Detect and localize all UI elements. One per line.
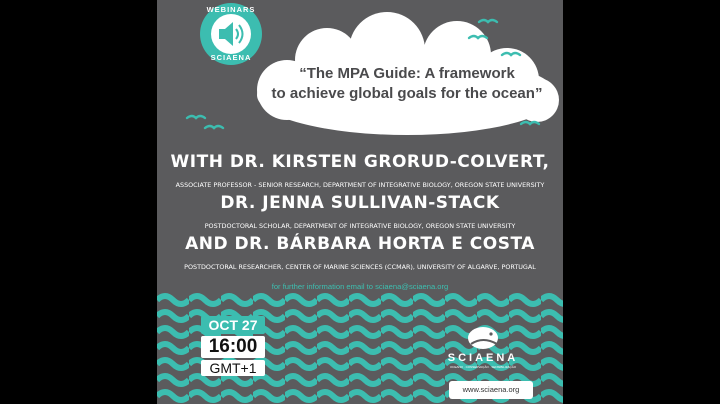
fish-logo-icon (465, 324, 501, 352)
event-datetime (201, 316, 265, 376)
logo-tagline: OCEANO · CONSERVAÇÃO · SENSIBILIZAÇÃO (449, 365, 517, 369)
event-date: OCT 27 (201, 316, 265, 334)
logo-name: SCIAENA (447, 352, 519, 364)
webinar-poster (157, 0, 563, 404)
title-line-1: “The MPA Guide: A framework (299, 65, 515, 82)
website-link[interactable]: www.sciaena.org (449, 381, 533, 399)
contact-email-line: for further information email to sciaena@sciaena.org (271, 282, 449, 291)
speaker-2-name: DR. JENNA SULLIVAN-STACK (220, 193, 500, 213)
speaker-1-name: WITH DR. KIRSTEN GRORUD-COLVERT, (170, 152, 550, 172)
badge-top-text: WEBINARS (206, 5, 256, 14)
speaker-1-role: ASSOCIATE PROFESSOR - SENIOR RESEARCH, DEPARTMENT OF INTEGRATIVE BIOLOGY, OREGON STATE UNIVERSITY (175, 181, 545, 189)
badge-bottom-text: SCIAENA (210, 53, 252, 62)
webinar-title (257, 64, 557, 104)
speaker-2-role: POSTDOCTORAL SCHOLAR, DEPARTMENT OF INTEGRATIVE BIOLOGY, OREGON STATE UNIVERSITY (204, 222, 516, 230)
event-timezone: GMT+1 (201, 360, 265, 376)
event-time: 16:00 (201, 336, 265, 358)
speaker-3-role: POSTDOCTORAL RESEARCHER, CENTER OF MARINE SCIENCES (CCMAR), UNIVERSITY OF ALGARVE, PORTUGAL (184, 263, 536, 271)
sciaena-logo (441, 324, 525, 370)
speaker-3-name: AND DR. BÁRBARA HORTA E COSTA (185, 234, 535, 254)
title-line-2: to achieve global goals for the ocean” (271, 85, 543, 102)
